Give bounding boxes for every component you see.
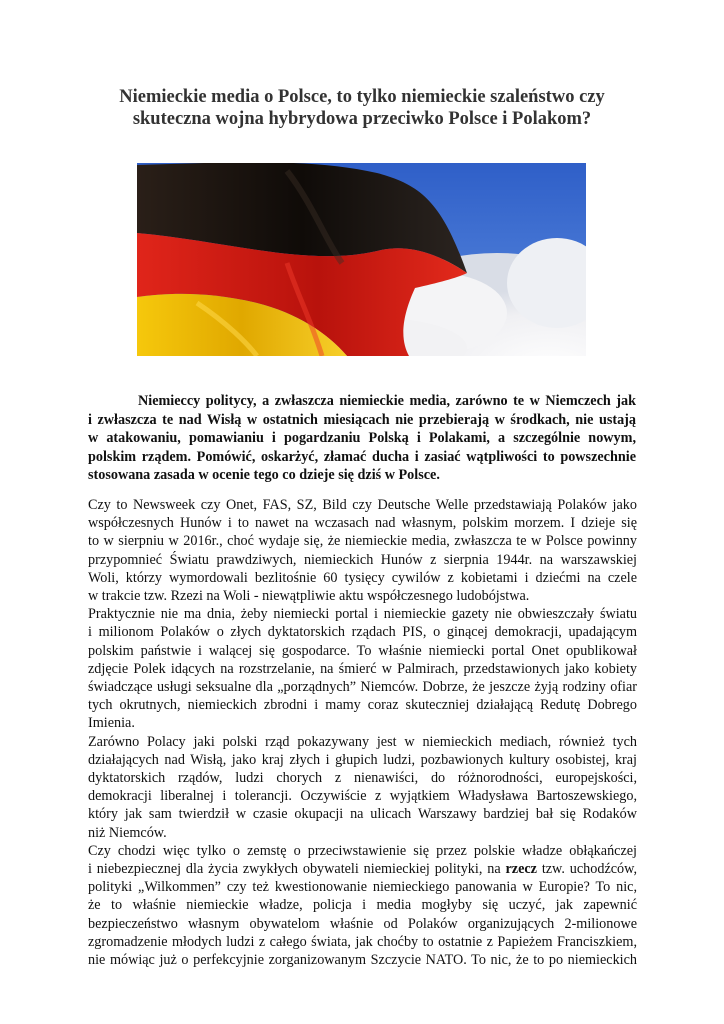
paragraph-2 xyxy=(88,605,637,732)
body-line: zgromadzenie młodych ludzi z całego świata, jak choćby to ostatnie z Papieżem Franciszkiem, xyxy=(88,933,637,950)
article-title xyxy=(70,86,654,130)
body-line: Imienia. xyxy=(88,715,135,732)
body-line: w trakcie tzw. Rzezi na Woli - niewątpliwie aktu współczesnego ludobójstwa. xyxy=(88,588,530,605)
lead-line: polskim rządem. Pomówić, oskarżyć, złamać ducha i zasiać wątpliwości to powszechnie xyxy=(88,448,636,465)
body-line: który jak sam twierdził w czasie okupacji na ulicach Warszawy bardziej bał się Rodaków xyxy=(88,806,637,823)
body-line: nie mówiąc już o perfekcyjnie zorganizowanym Szczycie NATO. To nic, że to po niemieckich xyxy=(88,952,637,969)
body-line: Zarówno Polacy jaki polski rząd pokazywany jest w niemieckich mediach, również tych xyxy=(88,733,637,750)
body-line: Woli, którzy wymordowali bezlitośnie 60 tysięcy cywilów z kobietami i dziećmi na czele xyxy=(88,569,637,586)
lead-line: w atakowaniu, pomawianiu i pogardzaniu Polską i Polakami, a szczególnie nowym, xyxy=(88,430,636,447)
article-body xyxy=(88,496,637,969)
body-line: Czy to Newsweek czy Onet, FAS, SZ, Bild czy Deutsche Welle przedstawiają Polaków jako xyxy=(88,497,637,513)
body-line: bezpieczeństwo własnym obywatelom właśnie od Polaków organizujących 2-milionowe xyxy=(88,915,637,932)
body-line: świadczące usługi seksualne dla „porządnych” Niemców. Dobrze, że jeszcze żyją rodziny ofiar xyxy=(88,679,637,696)
paragraph-3 xyxy=(88,733,637,842)
body-line: przypomnieć Światu prawdziwych, niemieckich Hunów z sierpnia 1944r. na warszawskiej xyxy=(88,551,637,568)
paragraph-4 xyxy=(88,842,637,969)
body-line: działających nad Wisłą, jako kraj złych i głupich ludzi, pozbawionych kultury osobistej, kraj xyxy=(88,751,637,768)
lead-paragraph xyxy=(88,392,636,485)
paragraph-1 xyxy=(88,496,637,605)
body-line: Czy chodzi więc tylko o zemstę o przeciwstawienie się przez polskie władze obłąkańczej xyxy=(88,842,637,859)
body-line: Praktycznie nie ma dnia, żeby niemiecki portal i niemieckie gazety nie obwieszczały światu xyxy=(88,606,637,623)
title-line-1: Niemieckie media o Polsce, to tylko niemieckie szaleństwo czy xyxy=(119,87,605,107)
title-line-2: skuteczna wojna hybrydowa przeciwko Polsce i Polakom? xyxy=(132,109,592,129)
german-flag-image xyxy=(137,163,586,356)
body-line: dyktatorskich rządów, ludzi chorych z nienawiści, do różnorodności, europejskości, xyxy=(88,770,637,787)
body-line: polskim państwie i walącej się gospodarce. To właśnie niemiecki portal Onet opublikował xyxy=(88,642,637,659)
body-line: tych okrutnych, niemieckich zbrodni i mamy coraz skuteczniej działającą Redutę Dobrego xyxy=(88,697,637,714)
bold-word: rzecz xyxy=(505,861,537,878)
body-line: niż Niemców. xyxy=(88,824,167,841)
lead-line: stosowana zasada w ocenie tego co dzieje się dziś w Polsce. xyxy=(88,467,440,484)
body-line: że to właśnie niemieckie władze, policja i media mogłyby się uczyć, jak zapewnić xyxy=(88,897,637,914)
lead-line: Niemieccy politycy, a zwłaszcza niemieckie media, zarówno te w Niemczech jak xyxy=(138,393,636,409)
body-line: zdjęcie Polek idących na rozstrzelanie, na śmierć w Palmirach, przedstawionych jako kobiety xyxy=(88,660,637,677)
body-line: to w sierpniu w 2016r., choć wydaje się, że niemieckie media, zwłaszcza te w Polsce powinny xyxy=(88,533,637,550)
body-line: polityki „Wilkommen” czy też kwestionowanie niemieckiego panowania w Europie? To nic, xyxy=(88,879,637,896)
body-line: i milionom Polaków o złych dyktatorskich rządach PIS, o ginącej demokracji, upadającym xyxy=(88,624,637,641)
body-line-with-bold: i niebezpiecznej dla życia zwykłych obywateli niemieckiej polityki, na rzecz tzw. uchodźców, xyxy=(88,861,638,878)
body-line: demokracji liberalnej i tolerancji. Oczywiście z wyjątkiem Władysława Bartoszewskiego, xyxy=(88,788,637,805)
lead-line: i zwłaszcza te nad Wisłą w ostatnich miesiącach nie przebierają w środkach, nie ustają xyxy=(88,411,636,428)
body-line: współczesnych Hunów i to nawet na wczasach nad własnym, polskim morzem. I dzieje się xyxy=(88,515,637,532)
